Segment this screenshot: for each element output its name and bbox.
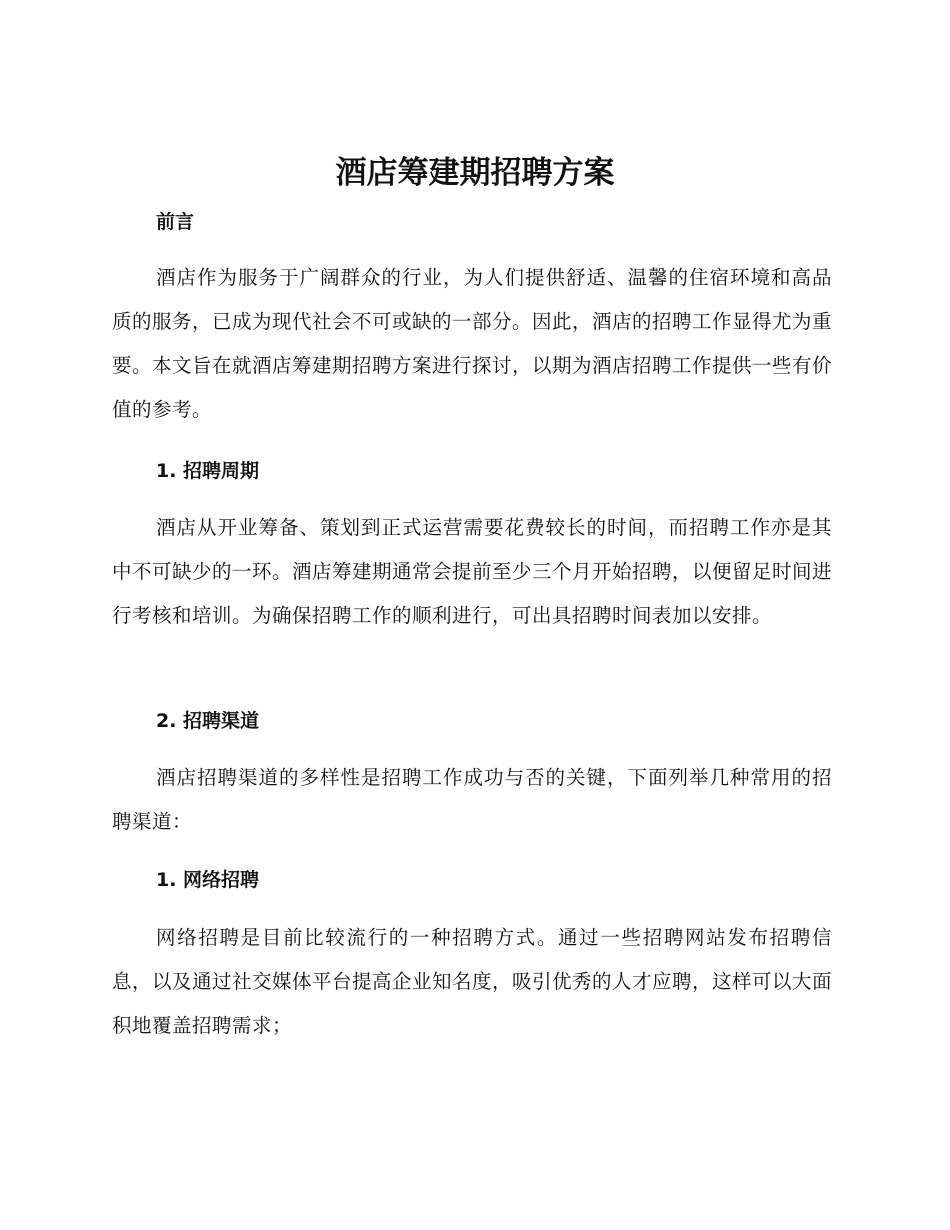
section-paragraph-preface: 酒店作为服务于广阔群众的行业，为人们提供舒适、温馨的住宿环境和高品质的服务，已成为现代社会不可或缺的一部分。因此，酒店的招聘工作显得尤为重要。本文旨在就酒店筹建期招聘方案进行探讨，以期为酒店招聘工作提供一些有价值的参考。 (112, 266, 833, 421)
section-heading-online-recruitment: 1. 网络招聘 (156, 869, 260, 891)
document-title: 酒店筹建期招聘方案 (335, 155, 615, 191)
section-heading-recruitment-channels: 2. 招聘渠道 (156, 710, 260, 732)
section-heading-recruitment-cycle: 1. 招聘周期 (156, 460, 260, 482)
section-paragraph-online-recruitment: 网络招聘是目前比较流行的一种招聘方式。通过一些招聘网站发布招聘信息，以及通过社交媒体平台提高企业知名度，吸引优秀的人才应聘，这样可以大面积地覆盖招聘需求； (112, 926, 833, 1037)
section-heading-preface: 前言 (156, 211, 195, 233)
section-paragraph-recruitment-channels: 酒店招聘渠道的多样性是招聘工作成功与否的关键，下面列举几种常用的招聘渠道： (112, 766, 832, 833)
section-paragraph-recruitment-cycle: 酒店从开业筹备、策划到正式运营需要花费较长的时间，而招聘工作亦是其中不可缺少的一环。酒店筹建期通常会提前至少三个月开始招聘，以便留足时间进行考核和培训。为确保招聘工作的顺利进行，可出具招聘时间表加以安排。 (112, 516, 833, 627)
